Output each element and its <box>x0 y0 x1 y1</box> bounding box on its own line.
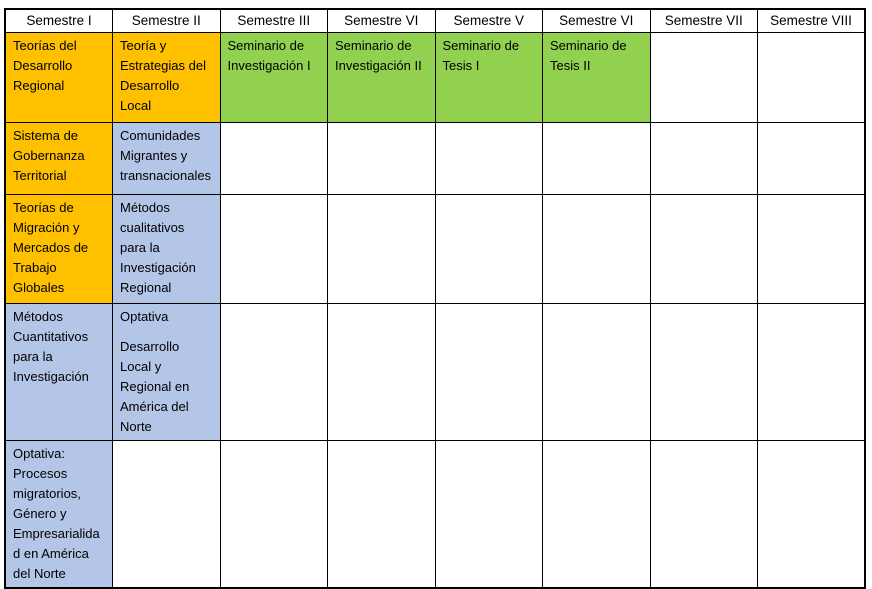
course-cell-line2: Desarrollo Local y Regional en América del Norte <box>120 338 190 434</box>
course-cell: Métodos cualitativos para la Investigación Regional <box>113 194 221 303</box>
header-row <box>5 9 865 32</box>
empty-cell <box>113 440 221 588</box>
course-cell: Sistema de Gobernanza Territorial <box>5 122 113 194</box>
empty-cell <box>220 122 328 194</box>
course-cell: Teorías de Migración y Mercados de Trabajo Globales <box>5 194 113 303</box>
empty-cell <box>328 194 436 303</box>
empty-cell <box>650 194 758 303</box>
empty-cell <box>220 440 328 588</box>
empty-cell <box>650 303 758 440</box>
empty-cell <box>650 32 758 122</box>
header-semestre-6: Semestre VI <box>543 9 651 32</box>
empty-cell <box>758 194 866 303</box>
empty-cell <box>758 440 866 588</box>
course-cell: Métodos Cuantitativos para la Investigación <box>5 303 113 440</box>
empty-cell <box>220 194 328 303</box>
table-row <box>5 303 865 440</box>
table-row <box>5 194 865 303</box>
course-cell: Comunidades Migrantes y transnacionales <box>113 122 221 194</box>
empty-cell <box>328 303 436 440</box>
empty-cell <box>758 32 866 122</box>
table-row <box>5 440 865 588</box>
header-semestre-5: Semestre V <box>435 9 543 32</box>
header-semestre-7: Semestre VII <box>650 9 758 32</box>
empty-cell <box>650 122 758 194</box>
empty-cell <box>435 440 543 588</box>
empty-cell <box>328 122 436 194</box>
course-cell-optativa <box>113 303 221 440</box>
header-semestre-8: Semestre VIII <box>758 9 866 32</box>
course-cell: Seminario de Investigación I <box>220 32 328 122</box>
table-row <box>5 32 865 122</box>
empty-cell <box>758 122 866 194</box>
empty-cell <box>435 303 543 440</box>
empty-cell <box>435 194 543 303</box>
course-cell: Seminario de Tesis II <box>543 32 651 122</box>
course-cell: Seminario de Tesis I <box>435 32 543 122</box>
course-cell: Teorías del Desarrollo Regional <box>5 32 113 122</box>
table-row <box>5 122 865 194</box>
empty-cell <box>220 303 328 440</box>
curriculum-table <box>4 8 866 589</box>
course-cell: Seminario de Investigación II <box>328 32 436 122</box>
header-semestre-2: Semestre II <box>113 9 221 32</box>
empty-cell <box>650 440 758 588</box>
header-semestre-4: Semestre VI <box>328 9 436 32</box>
empty-cell <box>543 303 651 440</box>
header-semestre-3: Semestre III <box>220 9 328 32</box>
course-cell-line1: Optativa <box>120 308 169 324</box>
header-semestre-1: Semestre I <box>5 9 113 32</box>
empty-cell <box>543 440 651 588</box>
empty-cell <box>543 122 651 194</box>
empty-cell <box>328 440 436 588</box>
empty-cell <box>435 122 543 194</box>
empty-cell <box>758 303 866 440</box>
course-cell: Optativa: Procesos migratorios, Género y Empresarialidad en América del Norte <box>5 440 113 588</box>
course-cell: Teoría y Estrategias del Desarrollo Local <box>113 32 221 122</box>
empty-cell <box>543 194 651 303</box>
